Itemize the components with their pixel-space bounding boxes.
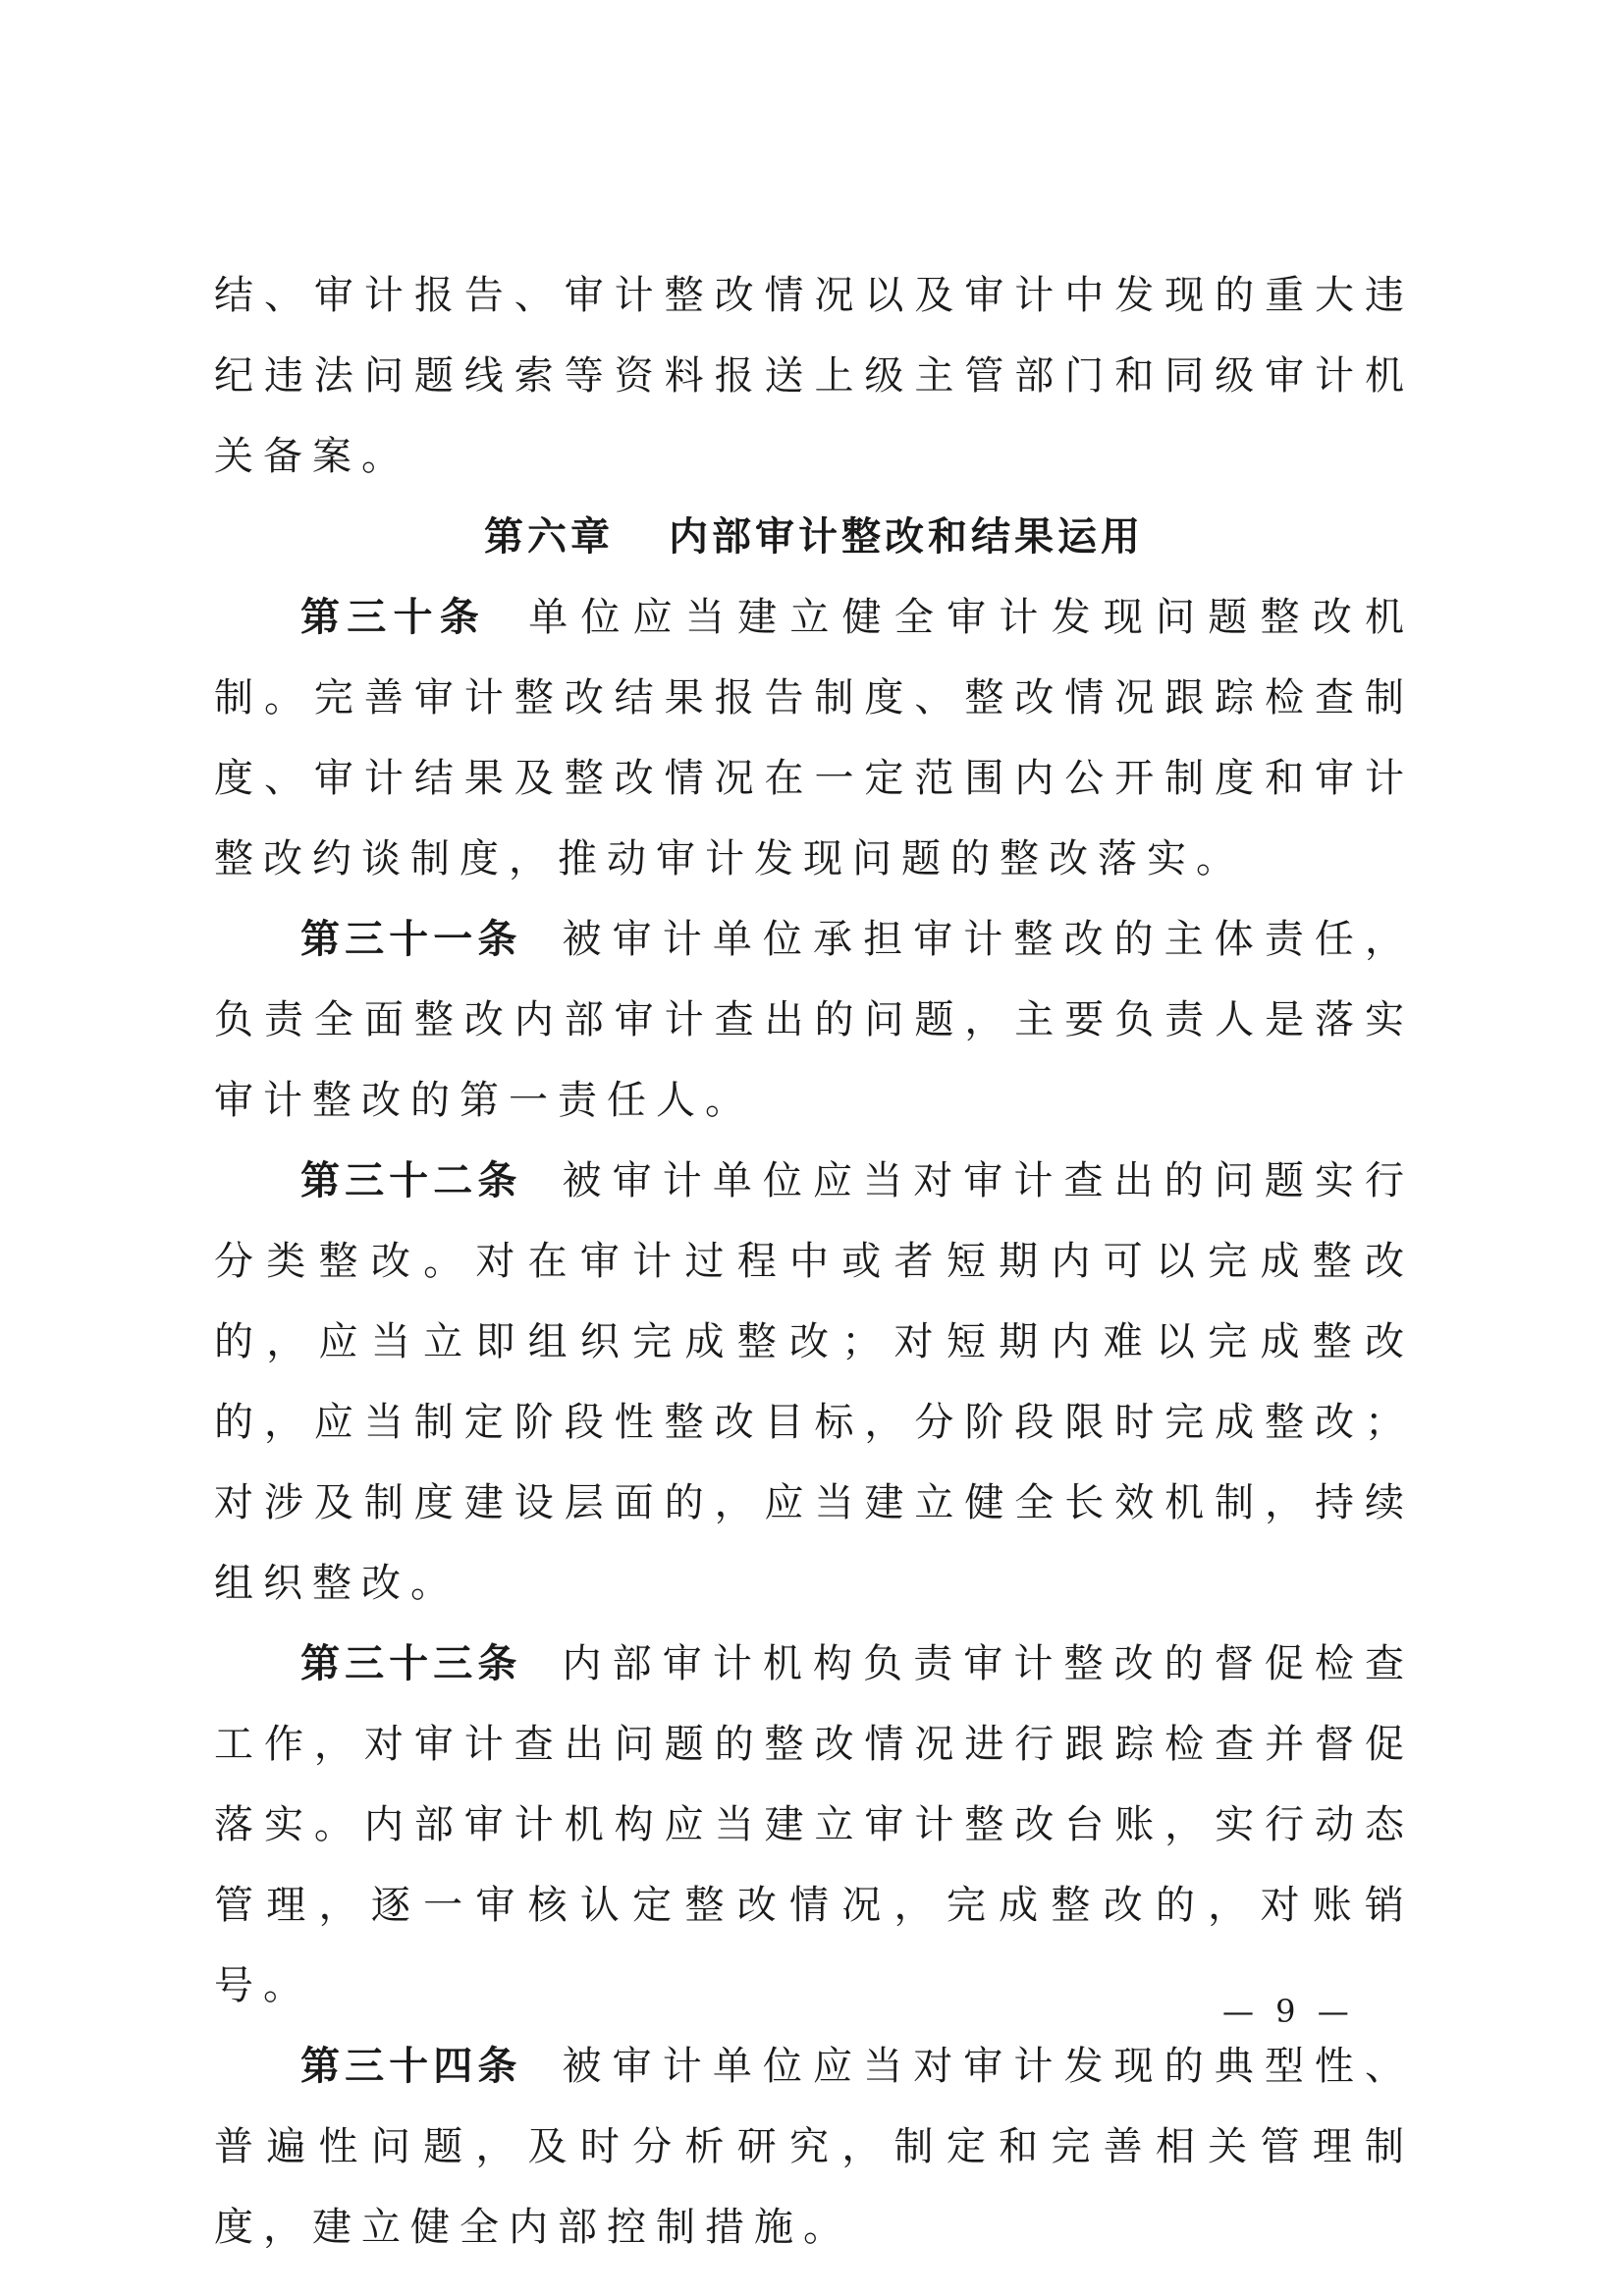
article-text: 单位应当建立健全审计发现问题整改机制。完善审计整改结果报告制度、整改情况跟踪检查制度、审计结果及整改情况在一定范围内公开制度和审计整改约谈制度，推动审计发现问题的整改落实。 <box>214 595 1415 881</box>
article-number: 第三十四条 <box>300 2044 522 2089</box>
article-text: 被审计单位承担审计整改的主体责任，负责全面整改内部审计查出的问题，主要负责人是落实审计整改的第一责任人。 <box>214 917 1415 1123</box>
article-number: 第三十三条 <box>300 1641 522 1686</box>
article-text: 内部审计机构负责审计整改的督促检查工作，对审计查出问题的整改情况进行跟踪检查并督促落实。内部审计机构应当建立审计整改台账，实行动态管理，逐一审核认定整改情况，完成整改的，对账销号。 <box>214 1641 1415 2008</box>
article-paragraph <box>214 577 1414 899</box>
continuation-paragraph <box>214 255 1414 497</box>
article-text: 被审计单位应当对审计发现的典型性、普遍性问题，及时分析研究，制定和完善相关管理制度，建立健全内部控制措施。 <box>214 2044 1415 2250</box>
article-paragraph <box>214 2026 1414 2268</box>
chapter-heading <box>214 497 1414 577</box>
chapter-number: 第六章 <box>484 514 614 560</box>
document-body <box>214 255 1414 2268</box>
article-number: 第三十一条 <box>300 917 522 962</box>
article-number: 第三十二条 <box>300 1158 522 1203</box>
article-paragraph <box>214 1141 1414 1624</box>
article-number: 第三十条 <box>300 595 486 640</box>
article-paragraph <box>214 899 1414 1141</box>
article-text: 被审计单位应当对审计查出的问题实行分类整改。对在审计过程中或者短期内可以完成整改的，应当立即组织完成整改；对短期内难以完成整改的，应当制定阶段性整改目标，分阶段限时完成整改；对涉及制度建设层面的，应当建立健全长效机制，持续组织整改。 <box>214 1158 1415 1606</box>
page-number: — 9 — <box>1222 1993 1355 2030</box>
chapter-title: 内部审计整改和结果运用 <box>669 514 1144 560</box>
article-paragraph <box>214 1624 1414 2026</box>
continuation-text: 结、审计报告、审计整改情况以及审计中发现的重大违纪违法问题线索等资料报送上级主管部门和同级审计机关备案。 <box>214 273 1414 479</box>
